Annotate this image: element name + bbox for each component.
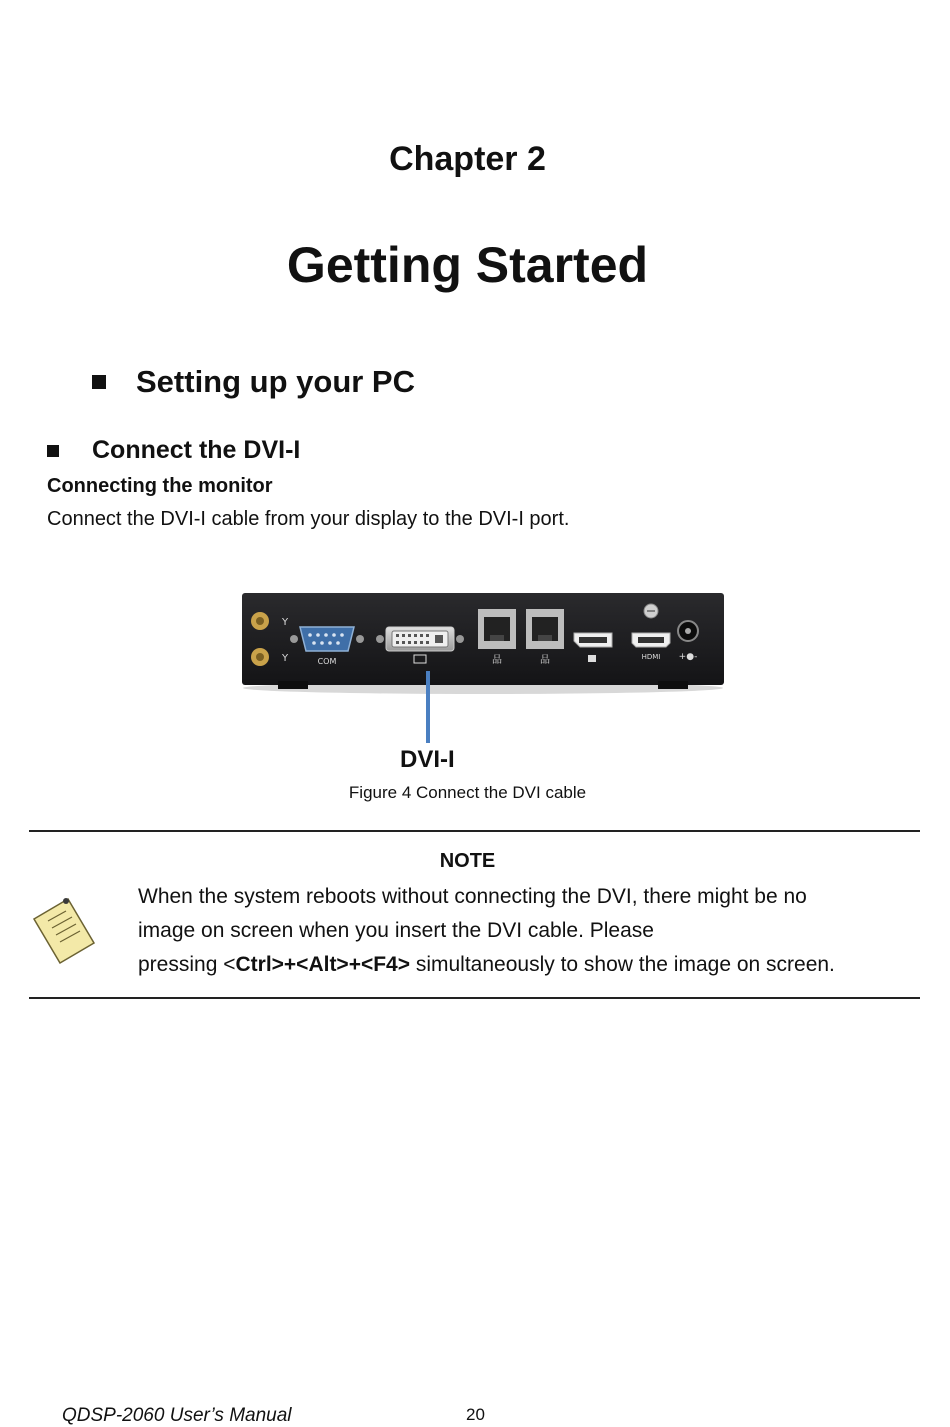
svg-text:Y: Y	[282, 653, 289, 664]
svg-text:Y: Y	[282, 617, 289, 628]
note-line-3	[138, 948, 908, 982]
square-bullet-icon	[92, 375, 106, 389]
square-bullet-icon	[47, 445, 59, 457]
chapter-title: Getting Started	[286, 237, 649, 293]
note-line-1: When the system reboots without connecting the DVI, there might be no	[138, 885, 807, 908]
note-body	[138, 880, 908, 982]
section-heading	[92, 364, 415, 400]
note-paper-icon	[28, 893, 100, 965]
body-paragraph: Connect the DVI-I cable from your display to the DVI-I port.	[47, 508, 570, 530]
hdmi-port-icon	[632, 633, 670, 647]
com-port-label: COM	[317, 657, 337, 666]
svg-text:品: 品	[492, 655, 502, 666]
subsection-heading	[47, 436, 300, 465]
footer-page-number: 20	[466, 1405, 485, 1424]
sub-label: Connecting the monitor	[47, 475, 273, 497]
svg-text:+●-: +●-	[678, 652, 698, 662]
device-rear-photo	[238, 585, 728, 775]
figure-caption: Figure 4 Connect the DVI cable	[348, 783, 587, 802]
note-keys: Ctrl>+<Alt>+<F4>	[235, 953, 410, 976]
note-line-3-prefix: pressing <	[138, 953, 236, 976]
ground-screw-icon	[644, 604, 658, 618]
note-title: NOTE	[439, 850, 496, 872]
note-line-2: image on screen when you insert the DVI cable. Please	[138, 919, 654, 942]
subsection-heading-text: Connect the DVI-I	[92, 436, 301, 464]
section-heading-text: Setting up your PC	[136, 364, 415, 399]
hdmi-port-label: HDMI	[641, 653, 661, 661]
svg-text:品: 品	[540, 655, 550, 666]
note-bottom-divider	[29, 997, 920, 999]
footer-manual-name: QDSP-2060 User’s Manual	[62, 1405, 292, 1426]
chapter-label: Chapter 2	[389, 140, 546, 178]
note-top-divider	[29, 830, 920, 832]
note-line-3-suffix: simultaneously to show the image on screen.	[410, 953, 835, 976]
dvi-callout-label: DVI-I	[400, 746, 455, 773]
